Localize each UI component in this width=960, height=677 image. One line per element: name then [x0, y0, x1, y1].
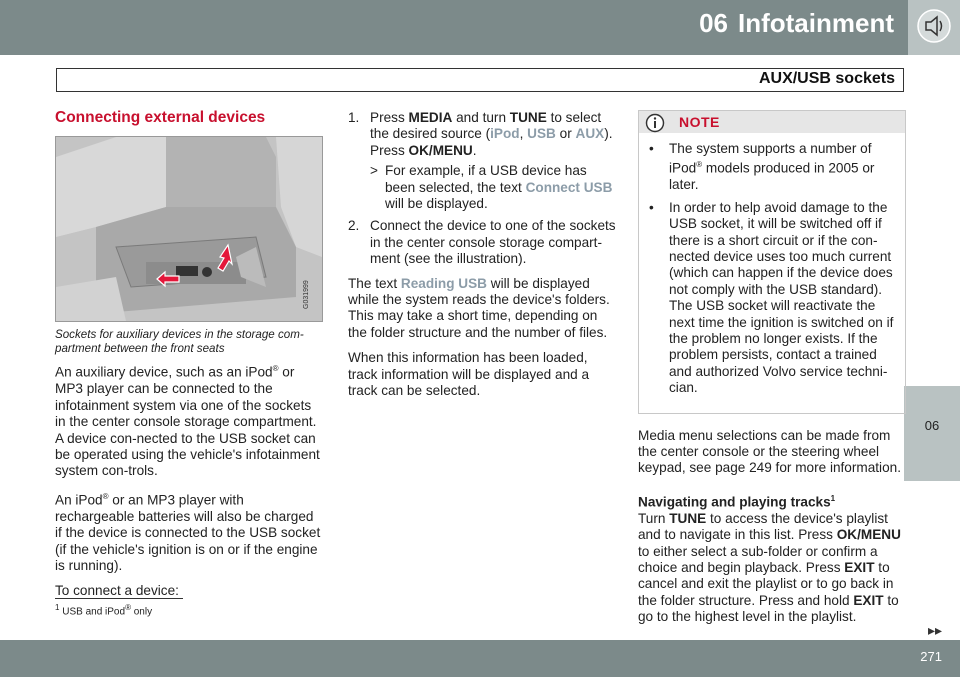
paragraph-to-connect: To connect a device: — [55, 583, 179, 599]
paragraph-media-menu: Media menu selections can be made from the center console or the steering wheel keypad, see page 249 for more information. — [638, 427, 901, 476]
note-item: • The system supports a number of iPod® models produced in 2005 or later. — [649, 141, 875, 193]
page-number: 271 — [920, 649, 942, 664]
chapter-name: Infotainment — [738, 8, 894, 38]
column-left — [55, 110, 323, 609]
note-box — [638, 110, 906, 414]
chapter-title — [699, 8, 894, 39]
heading-connecting: Connecting external devices — [55, 109, 266, 126]
chapter-number: 06 — [699, 8, 728, 38]
paragraph-navigating: Turn TUNE to access the device's playlist and to navigate in this list. Press OK/MENU to either select a sub-folder or confirm a choice and begin playback. Press EXIT to cancel and exit the playlist or to go back in the folder structure. Press and hold EXIT to go to the highest level in the playlist. — [638, 510, 901, 625]
speaker-icon — [915, 6, 953, 46]
console-sockets-illustration — [55, 136, 323, 322]
info-icon — [645, 113, 665, 133]
side-tab-label: 06 — [924, 418, 940, 433]
footer-band — [0, 640, 960, 677]
footnote-divider — [55, 598, 183, 599]
paragraph-reading-usb: The text Reading USB will be displayed while the system reads the device's folders. This may take a short time, depending on the folder structure and the number of files. — [348, 275, 610, 340]
steps-list — [348, 110, 616, 268]
section-title: AUX/USB sockets — [758, 70, 895, 87]
column-right — [638, 110, 906, 635]
section-title-bar — [56, 68, 904, 92]
paragraph-aux-device: An auxiliary device, such as an iPod® or MP3 player can be connected to the infotainment system via one of the sockets in the center console storage compartment. A device con-nected to the USB socket can be operated using the vehicle's infotainment system con-trols. — [55, 364, 320, 479]
speaker-tab — [908, 0, 960, 55]
note-header — [639, 111, 905, 133]
paragraph-charging: An iPod® or an MP3 player with rechargeable batteries will also be charged if the device is connected to the USB socket (if the vehicle's ignition is on or if the engine is running). — [55, 491, 321, 573]
note-list — [639, 141, 905, 397]
note-label: NOTE — [679, 114, 720, 130]
step-1-result: > For example, if a USB device has been selected, the text Connect USB will be displayed. — [370, 163, 613, 212]
step-1: 1. Press MEDIA and turn TUNE to select the desired source (iPod, USB or AUX). Press OK/MENU. > For example, if a USB device has been selected, the text Connect USB will be displayed. — [348, 110, 616, 212]
footnote: $^1$ USB and iPod® only — [55, 603, 153, 618]
heading-navigating: Navigating and playing tracks$^1$ — [638, 493, 836, 510]
paragraph-loaded: When this information has been loaded, track information will be displayed and a track can be selected. — [348, 350, 590, 399]
chapter-side-tab — [904, 386, 960, 481]
step-2: 2. Connect the device to one of the sockets in the center console storage compart-ment (see the illustration). — [348, 218, 616, 267]
next-page-arrows-icon: ▸▸ — [927, 622, 942, 638]
note-item: • In order to help avoid damage to the USB socket, it will be switched off if there is a short circuit or if the con-nected device uses too much current (which can happen if the device does not comply with the USB standard). The USB socket will reactivate the next time the ignition is switched on if the problem no longer exists. If the problem persists, contact a trained and authorized Volvo service techni-cian. — [649, 199, 894, 396]
figure-caption: Sockets for auxiliary devices in the storage com-partment between the front seats — [55, 328, 304, 355]
column-middle — [348, 110, 616, 409]
image-code: G031999 — [303, 280, 310, 310]
